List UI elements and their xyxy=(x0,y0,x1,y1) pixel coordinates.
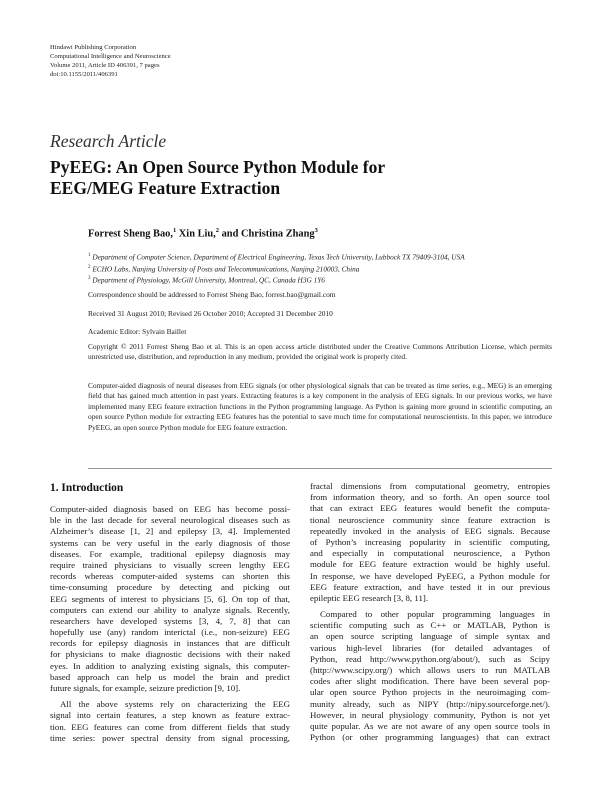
author-name: Forrest Sheng Bao, xyxy=(88,228,173,240)
body-line: All the above systems rely on characterizing the EEG xyxy=(60,699,290,710)
article-type: Research Article xyxy=(50,131,167,151)
title-line: PyEEG: An Open Source Python Module for xyxy=(50,157,386,177)
body-line: that can extract EEG features would benefit the computa- xyxy=(310,503,550,514)
body-line: codes after slight modification. There have been several pop- xyxy=(310,676,550,687)
body-line: tion. EEG features can come from different fields that study xyxy=(50,721,290,732)
body-line: based approach can help us model the brain and predict xyxy=(50,671,290,682)
body-line: Alzheimer’s disease [1, 2] and epilepsy [3, 4]. Implemented xyxy=(50,526,290,537)
body-line: systems can be very useful in the early diagnosis of those xyxy=(50,537,290,548)
author-affil-marker: 2 xyxy=(215,227,220,234)
body-line: In response, we have developed PyEEG, a Python module for xyxy=(310,570,550,581)
body-line: computers can extend our ability to analyze signals. Recently, xyxy=(50,604,290,615)
title-line: EEG/MEG Feature Extraction xyxy=(50,178,281,198)
body-line: Computer-aided diagnosis based on EEG has become possi- xyxy=(50,504,290,514)
body-line: fractal dimensions from computational geometry, entropies xyxy=(310,481,550,491)
abstract: Computer-aided diagnosis of neural diseases from EEG signals (or other physiological signals that can be treated as time series, e.g., MEG) is an emerging field that has gained much attention in past years. Extracting features is a key component in the analysis of EEG signals. In our previous works, we have implemented many EEG feature extraction functions in the Python programming language. As Python is gaining more ground in scientific computing, an open source Python module for extracting EEG features has the potential to save much time for computational neuroscientists. In this paper, we introduce PyEEG, an open source Python module for EEG feature extraction. xyxy=(88,381,552,432)
author-name: Xin Liu, xyxy=(176,228,216,240)
body-line: of Python’s increasing popularity in scientific computing, xyxy=(310,536,550,547)
body-line: tional neuroscience community since feature extraction is xyxy=(310,514,550,525)
body-line: Python, read http://www.python.org/about/), such as Scipy xyxy=(310,653,550,664)
body-line: records for epilepsy diagnosis in instances that are difficult xyxy=(50,638,290,649)
body-line: from information theory, and so forth. An open source tool xyxy=(310,492,550,503)
volume-line: Volume 2011, Article ID 406391, 7 pages xyxy=(50,61,160,69)
body-line: eyes. In addition to analyzing existing signals, this computer- xyxy=(50,660,290,671)
journal-line: Computational Intelligence and Neuroscience xyxy=(50,52,171,60)
body-line: records whereas computer-aided systems can shorten this xyxy=(50,571,290,582)
body-line: Python (or other programming languages) that can extract xyxy=(310,732,550,743)
author-affil-marker: 1 xyxy=(172,227,177,234)
body-line: (http://www.scipy.org/) which allows users to run MATLAB xyxy=(310,665,550,675)
left-column xyxy=(50,504,290,744)
affiliation: $^3$ Department of Physiology, McGill University, Montreal, QC, Canada H3G 1Y6 xyxy=(88,275,325,285)
publisher-line: Hindawi Publishing Corporation xyxy=(50,44,137,51)
body-line: hopefully use (any) random interictal (i.e., non-seizure) EEG xyxy=(50,627,290,638)
right-column xyxy=(310,481,550,743)
body-line: munity already, such as NIPY (http://nipy.sourceforge.net/). xyxy=(310,698,550,709)
body-line: and especially in computational neuroscience, a Python xyxy=(310,548,550,559)
journal-header xyxy=(50,44,350,80)
body-line: signal into certain features, a step known as feature extrac- xyxy=(50,710,290,721)
received-dates: Received 31 August 2010; Revised 26 October 2010; Accepted 31 December 2010 xyxy=(88,309,333,318)
section-heading: 1. Introduction xyxy=(50,482,124,494)
body-line: module for EEG feature extraction would be highly useful. xyxy=(310,559,550,570)
body-line: future signals, for example, seizure prediction [9, 10]. xyxy=(50,683,241,693)
body-line: epileptic EEG research [3, 8, 11]. xyxy=(310,592,429,603)
body-line: ular open source Python projects in the neuroimaging com- xyxy=(310,687,550,698)
affiliation-list xyxy=(88,251,558,286)
body-line: time series: power spectral density from signal processing, xyxy=(50,732,290,743)
section-divider xyxy=(88,468,552,469)
author-list xyxy=(88,227,318,239)
body-line: Compared to other popular programming languages in xyxy=(320,609,550,620)
body-line: various high-level libraries (for detailed advantages of xyxy=(310,642,550,653)
body-line: However, in neural physiology community, Python is not yet xyxy=(310,709,550,720)
body-line: diseases. For example, traditional epilepsy diagnosis may xyxy=(50,548,290,559)
academic-editor: Academic Editor: Sylvain Baillet xyxy=(88,327,187,336)
affiliation: $^1$ Department of Computer Science, Department of Electrical Engineering, Texas Tech University, Lubbock TX 79409-3104, USA xyxy=(88,252,465,262)
author-name: and Christina Zhang xyxy=(219,228,315,240)
body-line: scientific computing such as C++ or MATLAB, Python is xyxy=(310,620,550,631)
body-line: repeatedly invoked in the analysis of EEG signals. Because xyxy=(310,525,550,536)
body-line: require trained physicians to visually screen lengthy EEG xyxy=(50,559,290,570)
affiliation: $^2$ ECHO Labs, Nanjing University of Posts and Telecommunications, Nanjing 210003, China xyxy=(88,263,360,273)
body-line: EEG feature extraction, and have tested it in our previous xyxy=(310,581,550,592)
body-line: an open source scripting language of simple syntax and xyxy=(310,631,550,642)
author-affil-marker: 3 xyxy=(314,227,318,234)
doi-line: doi:10.1155/2011/406391 xyxy=(50,70,118,78)
copyright-notice: Copyright © 2011 Forrest Sheng Bao et al. This is an open access article distributed under the Creative Commons Attribution License, which permits unrestricted use, distribution, and reproduction in any medium, provided the original work is properly cited. xyxy=(88,342,552,362)
body-line: researchers have developed systems [3, 4, 7, 8] that can xyxy=(50,615,290,626)
body-line: for physicians to make diagnostic decisions with their naked xyxy=(50,649,290,660)
body-line: ble in the last decade for several neurological diseases such as xyxy=(50,515,290,526)
article-title xyxy=(50,157,510,199)
body-line: time-consuming procedure by detecting and picking out xyxy=(50,582,290,593)
body-line: EEG segments of interest to physicians [5, 6]. On top of that, xyxy=(50,593,290,604)
correspondence-note: Correspondence should be addressed to Forrest Sheng Bao, forrest.bao@gmail.com xyxy=(88,290,336,299)
body-line: quite popular. As we are not aware of any open source tools in xyxy=(310,720,550,731)
